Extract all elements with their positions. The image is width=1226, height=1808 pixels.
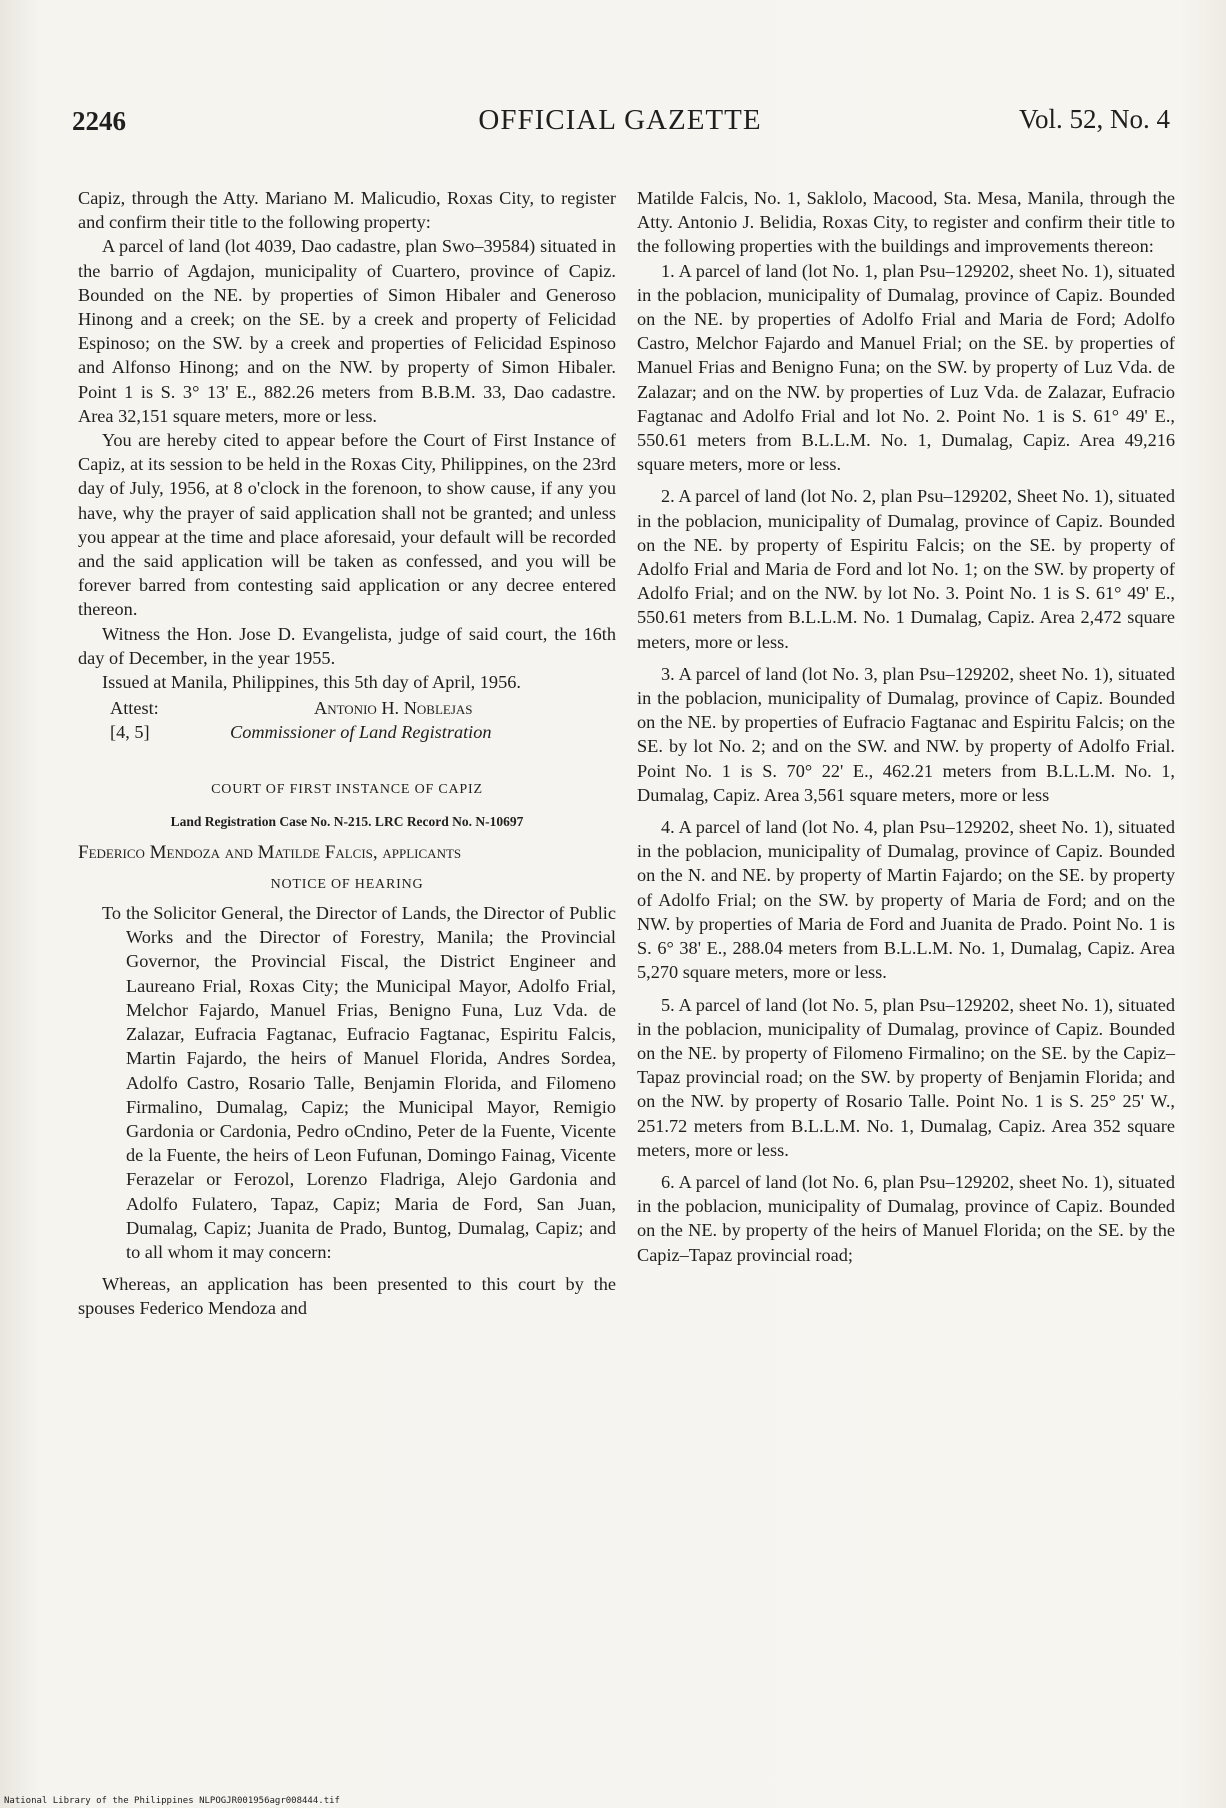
signatory-name: Antonio H. Noblejas: [314, 698, 473, 719]
publication-title: OFFICIAL GAZETTE: [478, 104, 762, 136]
page-number: 2246: [72, 106, 126, 136]
notice-heading: NOTICE OF HEARING: [270, 876, 424, 892]
paragraph: Whereas, an application has been presented to this court by the spouses Federico Mendoza and: [78, 1274, 616, 1319]
left-column: [78, 186, 616, 1321]
page-header: [70, 98, 1170, 142]
attest-line: [78, 696, 616, 720]
case-number: Land Registration Case No. N-215. LRC Record No. N-10697: [170, 814, 524, 830]
paragraph: Witness the Hon. Jose D. Evangelista, judge of said court, the 16th day of December, in the year 1955.: [78, 623, 616, 668]
paragraph: You are hereby cited to appear before the Court of First Instance of Capiz, at its session to be held in the Roxas City, Philippines, on the 23rd day of July, 1956, at 8 o'clock in the forenoon, to show cause, if any you have, why the prayer of said application shall not be granted; and unless you appear at the time and place aforesaid, your default will be recorded and the said application will be taken as confessed, and you will be forever barred from contesting said application or any decree entered thereon.: [78, 430, 616, 620]
addressees-paragraph: To the Solicitor General, the Director of Lands, the Director of Public Works and the Director of Forestry, Manila; the Provincial Governor, the Provincial Fiscal, the District Engineer and Laureano Frial, Roxas City; the Municipal Mayor, Adolfo Frial, Melchor Fajardo, Manuel Frias, Benigno Funa, Luz Vda. de Zalazar, Eufracia Fagtanac, Eufracio Fagtanac, Espiritu Falcis, Martin Fajardo, the heirs of Manuel Florida, Andres Sordea, Adolfo Castro, Rosario Talle, Benjamin Florida, and Filomeno Firmalino, Dumalag, Capiz; the Municipal Mayor, Remigio Gardonia or Cardonia, Pedro oCndino, Peter de la Fuente, Vicente de la Fuente, the heirs of Leon Fufunan, Domingo Fainag, Vicente Ferazelar or Ferozol, Lorenzo Fladriga, Alejo Gardonia and Adolfo Fulatero, Tapaz, Capiz; Maria de Ford, San Juan, Dumalag, Capiz; Juanita de Prado, Buntog, Dumalag, Capiz; and to all whom it may concern:: [102, 903, 616, 1262]
paragraph: A parcel of land (lot 4039, Dao cadastre, plan Swo–39584) situated in the barrio of Agdajon, municipality of Cuartero, province of Capiz. Bounded on the NE. by properties of Simon Hibaler and Generoso Hinong and a creek; on the SE. by a creek and property of Felicidad Espinoso; on the SW. by a creek and properties of Felicidad Espinoso and Alfonso Hinong; and on the NW. by property of Simon Hibaler. Point 1 is S. 3° 13' E., 882.26 meters from B.B.M. 33, Dao cadastre. Area 32,151 square meters, more or less.: [78, 236, 616, 426]
paragraph: Issued at Manila, Philippines, this 5th day of April, 1956.: [102, 672, 521, 693]
paragraph: Matilde Falcis, No. 1, Saklolo, Macood, Sta. Mesa, Manila, through the Atty. Antonio J. Belidia, Roxas City, to register and confirm their title to the following properties with the buildings and improvements thereon:: [637, 188, 1175, 257]
signature-line: [78, 720, 616, 746]
scan-footer: National Library of the Philippines NLPOGJR001956agr008444.tif: [4, 1796, 340, 1806]
issue-code: [4, 5]: [110, 722, 150, 743]
paragraph: Capiz, through the Atty. Mariano M. Malicudio, Roxas City, to register and confirm their title to the following property:: [78, 188, 616, 233]
court-heading: COURT OF FIRST INSTANCE OF CAPIZ: [211, 782, 483, 798]
parcel-item: 3. A parcel of land (lot No. 3, plan Psu–129202, sheet No. 1), situated in the poblacion, municipality of Dumalag, province of Capiz. Bounded on the NE. by properties of Eufracio Fagtanac and Espiritu Falcis; on the SE. by lot No. 2; and on the SW. and NW. by property of Adolfo Frial. Point No. 1 is S. 70° 22' E., 462.21 meters from B.L.L.M. No. 1, Dumalag, Capiz. Area 3,561 square meters, more or less: [637, 663, 1175, 805]
signatory-title: Commissioner of Land Registration: [230, 722, 492, 743]
parcel-item: 6. A parcel of land (lot No. 6, plan Psu–129202, sheet No. 1), situated in the poblacion, municipality of Dumalag, province of Capiz. Bounded on the NE. by property of the heirs of Manuel Florida; on the SE. by the Capiz–Tapaz provincial road;: [637, 1171, 1175, 1265]
attest-label: Attest:: [110, 698, 159, 719]
right-column: [637, 186, 1175, 1267]
applicants-line: Federico Mendoza and Matilde Falcis, applicants: [78, 841, 462, 863]
parcel-item: 4. A parcel of land (lot No. 4, plan Psu–129202, sheet No. 1), situated in the poblacion, municipality of Dumalag, province of Capiz. Bounded on the N. and NE. by property of Martin Fajardo; on the SE. by property of Adolfo Frial; on the SW. by property of Maria de Ford; and on the NW. by properties of Maria de Ford and Juanita de Prado. Point No. 1 is S. 6° 38' E., 288.04 meters from B.L.L.M. No. 1, Dumalag, Capiz. Area 5,270 square meters, more or less.: [637, 817, 1175, 983]
parcel-item: 1. A parcel of land (lot No. 1, plan Psu–129202, sheet No. 1), situated in the poblacion, municipality of Dumalag, province of Capiz. Bounded on the NE. by properties of Adolfo Frial and Maria de Ford; Adolfo Castro, Melchor Fajardo and Manuel Frial; on the SE. by properties of Manuel Frias and Benigno Funa; on the SW. by property of Luz Vda. de Zalazar; and on the NW. by properties of Luz Vda. de Zalazar, Eufracio Fagtanac and Adolfo Frial and lot No. 2. Point No. 1 is S. 61° 49' E., 550.61 meters from B.L.L.M. No. 1, Dumalag, Capiz. Area 49,216 square meters, more or less.: [637, 260, 1175, 475]
parcel-item: 2. A parcel of land (lot No. 2, plan Psu–129202, Sheet No. 1), situated in the poblacion, municipality of Dumalag, province of Capiz. Bounded on the NE. by property of Espiritu Falcis; on the SE. by property of Adolfo Frial and Maria de Ford and lot No. 1; on the SW. by property of Adolfo Frial; and on the NW. by lot No. 3. Point No. 1 is S. 61° 49' E., 550.61 meters from B.L.L.M. No. 1 Dumalag, Capiz. Area 2,472 square meters, more or less.: [637, 486, 1175, 652]
parcel-item: 5. A parcel of land (lot No. 5, plan Psu–129202, sheet No. 1), situated in the poblacion, municipality of Dumalag, province of Capiz. Bounded on the NE. by property of Filomeno Firmalino; on the SE. by the Capiz–Tapaz provincial road; on the SW. by property of Benjamin Florida; and on the NW. by property of Rosario Talle. Point No. 1 is S. 25° 25' W., 251.72 meters from B.L.L.M. No. 1, Dumalag, Capiz. Area 352 square meters, more or less.: [637, 994, 1175, 1160]
volume-number: Vol. 52, No. 4: [1018, 104, 1170, 134]
